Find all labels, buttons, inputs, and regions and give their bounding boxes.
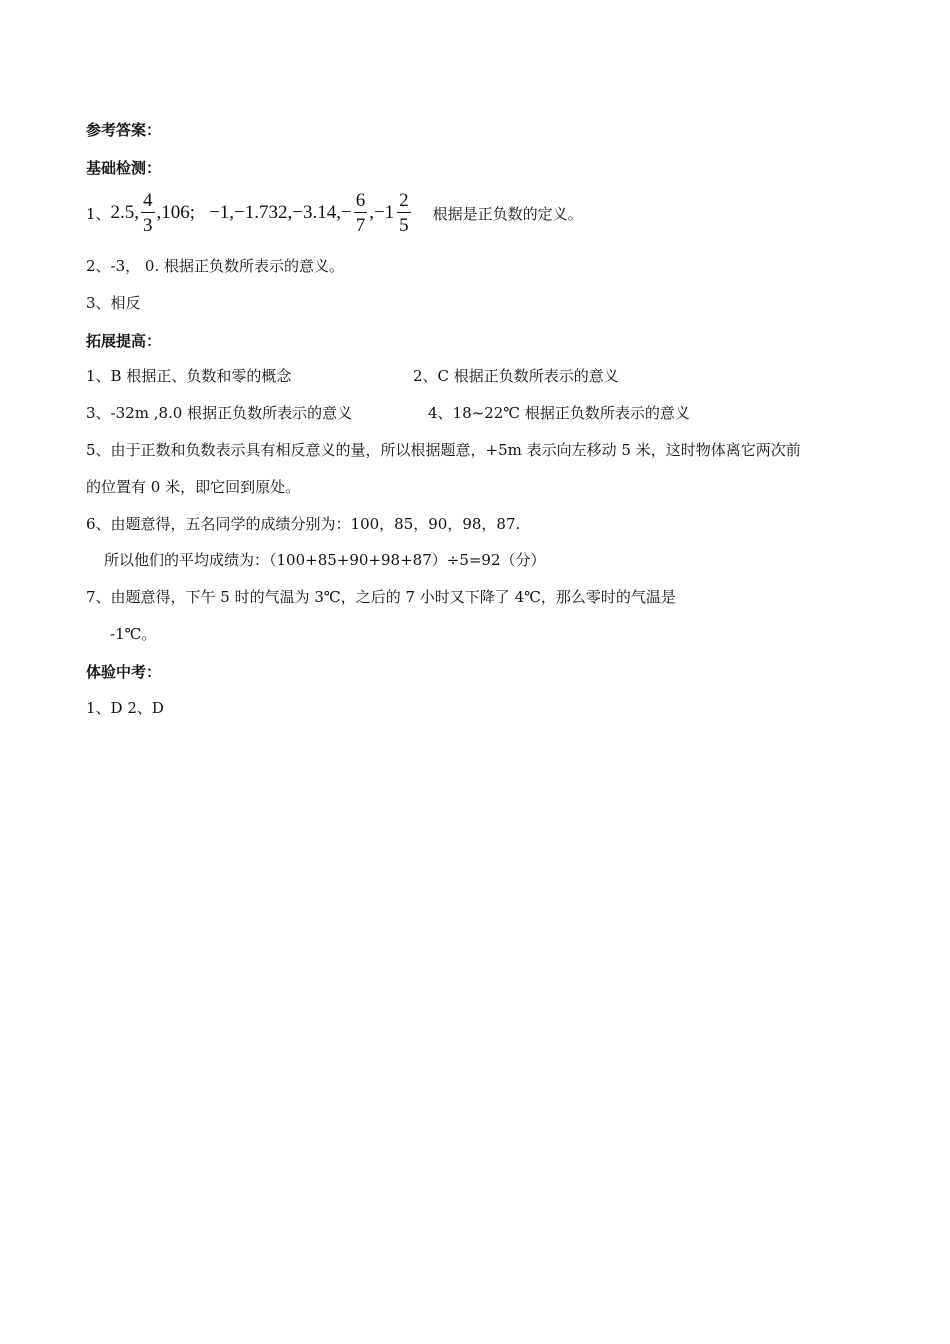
extend-q4: 4、18~22℃ 根据正负数所表示的意义 (428, 404, 690, 422)
q1-negatives: −1,−1.732,−3.14,− (209, 202, 352, 223)
q1-positive-a: 2.5, (110, 202, 140, 223)
fraction-6-7 (354, 191, 368, 235)
extend-q7-line2: -1℃。 (110, 625, 157, 643)
q1-mixed-prefix: ,−1 (369, 202, 395, 223)
basic-q3: 3、相反 (86, 294, 141, 312)
extend-q6-line2: 所以他们的平均成绩为：（100+85+90+98+87）÷5=92（分） (104, 551, 546, 569)
fraction-4-3 (141, 191, 155, 235)
extend-q5-line1: 5、由于正数和负数表示具有相反意义的量，所以根据题意，+5m 表示向左移动 5 米，这时物体离它两次前 (86, 441, 801, 459)
answers-heading: 参考答案： (86, 121, 162, 139)
extend-section-heading: 拓展提高： (86, 332, 162, 350)
extend-q5-line2: 的位置有 0 米，即它回到原处。 (86, 478, 301, 496)
q1-prefix: 1、 (86, 204, 111, 223)
fraction-denominator: 3 (143, 215, 153, 236)
extend-q1: 1、B 根据正、负数和零的概念 (86, 367, 292, 385)
basic-q2: 2、-3， 0. 根据正负数所表示的意义。 (86, 257, 345, 275)
extend-q2: 2、C 根据正负数所表示的意义 (413, 367, 619, 385)
fraction-numerator: 2 (399, 190, 409, 211)
q1-note: 根据是正负数的定义。 (432, 204, 583, 223)
exam-answers: 1、D 2、D (86, 699, 164, 717)
extend-q6-line1: 6、由题意得，五名同学的成绩分别为：100，85，90，98，87. (86, 515, 521, 533)
fraction-numerator: 4 (143, 190, 153, 211)
q1-positive-b: ,106; (156, 202, 196, 223)
fraction-numerator: 6 (355, 190, 366, 211)
extend-q7-line1: 7、由题意得，下午 5 时的气温为 3℃，之后的 7 小时又下降了 4℃，那么零时的气温是 (86, 588, 676, 606)
fraction-denominator: 5 (399, 215, 409, 236)
exam-section-heading: 体验中考： (86, 663, 162, 681)
q1-formula (111, 191, 413, 235)
fraction-denominator: 7 (355, 215, 366, 236)
fraction-2-5 (397, 191, 411, 235)
extend-q3: 3、-32m ,8.0 根据正负数所表示的意义 (86, 404, 353, 422)
basic-q1 (86, 188, 583, 238)
basic-section-heading: 基础检测： (86, 159, 162, 177)
